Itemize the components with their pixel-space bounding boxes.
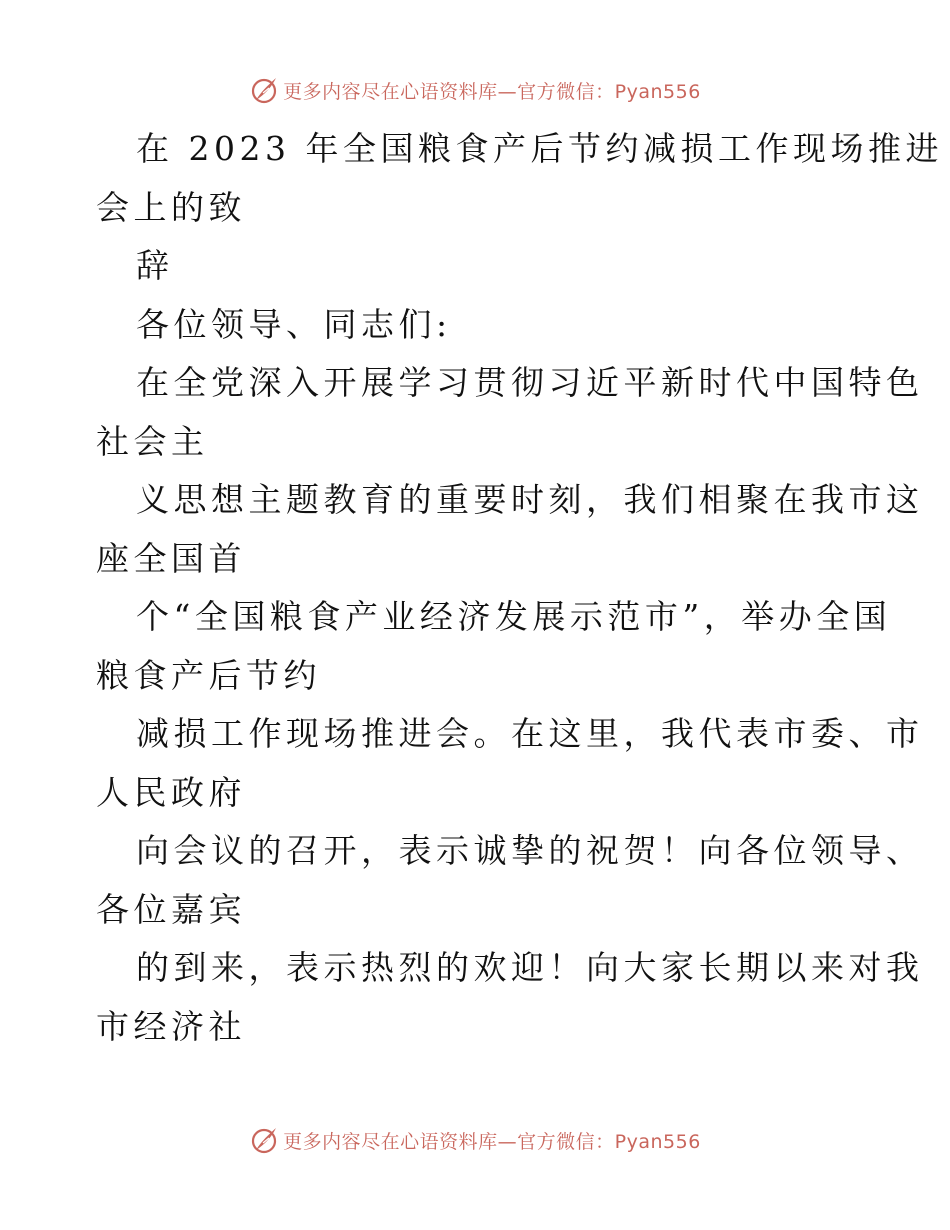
footer-watermark [0,1120,950,1160]
text-line: 减损工作现场推进会。在这里，我代表市委、市 [136,714,924,753]
text-line: 辞 [136,246,174,285]
text-line: 个“全国粮食产业经济发展示范市”，举办全国 [136,597,892,636]
text-line: 市经济社 [96,1006,246,1046]
text-line: 会上的致 [96,187,246,227]
quill-pen-logo-icon [249,75,279,105]
text-line: 的到来，表示热烈的欢迎！向大家长期以来对我 [136,948,924,987]
watermark-text: 更多内容尽在心语资料库—官方微信：Pyan556 [283,1130,701,1153]
text-line: 在 2023 年全国粮食产后节约减损工作现场推进 [136,129,943,168]
header-watermark [0,70,950,110]
text-line: 义思想主题教育的重要时刻，我们相聚在我市这 [136,480,924,519]
text-line: 粮食产后节约 [96,655,321,695]
document-body [96,120,943,1056]
text-line: 社会主 [96,421,209,461]
text-line: 向会议的召开，表示诚挚的祝贺！向各位领导、 [136,831,924,870]
quill-pen-logo-icon [249,1125,279,1155]
text-line: 人民政府 [96,772,246,812]
text-line: 各位领导、同志们: [136,304,452,344]
watermark-text: 更多内容尽在心语资料库—官方微信：Pyan556 [283,80,701,103]
text-line: 在全党深入开展学习贯彻习近平新时代中国特色 [136,363,924,402]
text-line: 各位嘉宾 [96,889,246,929]
text-line: 座全国首 [96,538,246,578]
